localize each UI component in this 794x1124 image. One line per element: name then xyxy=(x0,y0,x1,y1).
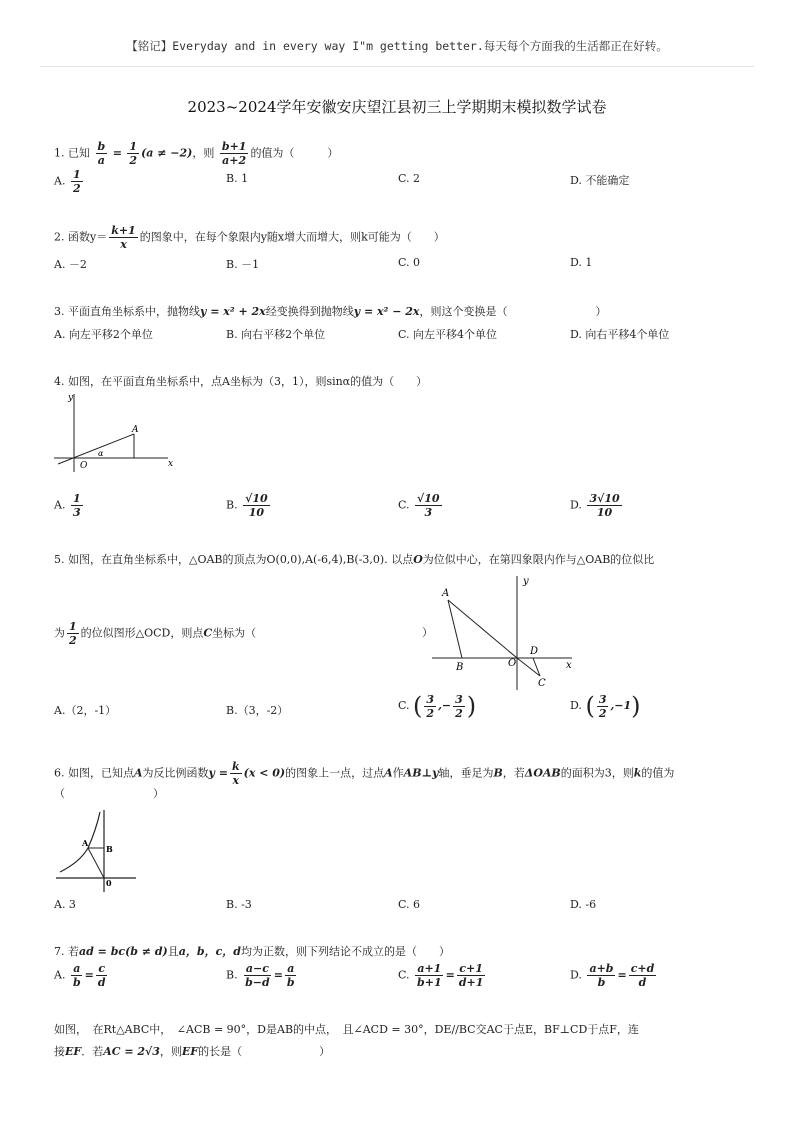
header-motto: 【铭记】Everyday and in every way I"m getting better.每天每个方面我的生活都正在好转。 xyxy=(126,39,668,53)
option-c[interactable]: C. $\frac{√10}{3}$ xyxy=(398,492,440,519)
option-d[interactable]: D. $\frac{3√10}{10}$ xyxy=(570,492,620,519)
question-5-line-2: 为 $\frac{1}{2}$ 的位似图形△OCD，则点C坐标为（ xyxy=(54,620,257,647)
option-b[interactable]: B. $\frac{√10}{10}$ xyxy=(226,492,268,519)
question-8-line-2: 接EF．若AC = 2√3，则EF的长是（ ） xyxy=(54,1045,331,1058)
option-a[interactable]: A. $\frac{1}{3}$ xyxy=(54,492,81,519)
question-3: 3. 平面直角坐标系中，抛物线y = x² + 2x经变换得到抛物线y = x² − 2x，则这个变换是（ ） xyxy=(54,305,607,318)
question-6: 6. 如图，已知点A为反比例函数y = $\frac{k}{x}$ (x < 0)的图象上一点，过点A作AB⊥y轴，垂足为B，若ΔOAB的面积为3，则k的值为 xyxy=(54,760,675,787)
fraction: $\frac{b}{a}$ xyxy=(97,140,106,167)
option-c[interactable]: C. 向左平移4个单位 xyxy=(398,328,498,341)
point-a-label: A xyxy=(82,838,89,848)
option-b[interactable]: B.（3，-2） xyxy=(226,704,289,717)
question-8: 如图， 在Rt△ABC中， ∠ACB = 90°，D是AB的中点， 且∠ACD = 30°，DE//BC交AC于点E，BF⊥CD于点F，连 xyxy=(54,1023,639,1036)
y-axis-label: y xyxy=(68,393,74,403)
option-d[interactable]: D. $\frac{a+b}{b}$ = $\frac{c+d}{d}$ xyxy=(570,962,655,989)
option-b[interactable]: B. －1 xyxy=(226,258,260,271)
fraction: $\frac{1}{2}$ xyxy=(129,140,138,167)
option-b[interactable]: B. -3 xyxy=(226,898,252,911)
option-a[interactable]: A. 3 xyxy=(54,898,76,911)
question-1: 1. 已知 $\frac{b}{a}$ = $\frac{1}{2}$ (a ≠ −2)，则 $\frac{b+1}{a+2}$ 的值为（ ） xyxy=(54,140,339,167)
point-a-label: A xyxy=(442,588,450,599)
point-d-label: D xyxy=(530,646,539,657)
option-a[interactable]: A.（2，-1） xyxy=(54,704,117,717)
angle-label: α xyxy=(98,449,104,458)
question-5: 5. 如图，在直角坐标系中，△OAB的顶点为O(0,0),A(-6,4),B(-3,0). 以点O为位似中心，在第四象限内作与△OAB的位似比 xyxy=(54,553,655,566)
q6-figure xyxy=(54,808,144,894)
question-number: 1. xyxy=(54,146,65,160)
point-c-label: C xyxy=(538,678,546,689)
q4-figure xyxy=(50,388,180,474)
point-b-label: B xyxy=(456,662,464,673)
option-a[interactable]: A. －2 xyxy=(54,258,87,271)
fraction: $\frac{b+1}{a+2}$ xyxy=(221,140,247,167)
option-c[interactable]: C. 0 xyxy=(398,256,421,269)
origin-label: O xyxy=(80,461,88,471)
option-a[interactable]: A. $\frac{1}{2}$ xyxy=(54,168,81,195)
option-c[interactable]: C. ( $\frac{3}{2}$ ,− $\frac{3}{2}$ ) xyxy=(398,692,477,720)
option-d[interactable]: D. 1 xyxy=(570,256,593,269)
x-axis-label: x xyxy=(566,660,572,671)
option-c[interactable]: C. $\frac{a+1}{b+1}$ = $\frac{c+1}{d+1}$ xyxy=(398,962,484,989)
question-2: 2. 函数y＝ $\frac{k+1}{x}$ 的图象中，在每个象限内y随x增大而增大，则k可能为（ ） xyxy=(54,224,445,251)
question-4: 4. 如图，在平面直角坐标系中，点A坐标为（3，1），则sinα的值为（ ） xyxy=(54,375,428,388)
option-b[interactable]: B. $\frac{a-c}{b-d}$ = $\frac{a}{b}$ xyxy=(226,962,295,989)
option-b[interactable]: B. 向右平移2个单位 xyxy=(226,328,326,341)
option-d[interactable]: D. -6 xyxy=(570,898,597,911)
origin-label: 0 xyxy=(106,878,112,888)
point-a-label: A xyxy=(132,425,139,435)
y-axis-label: y xyxy=(523,576,529,587)
answer-blank: （ ） xyxy=(54,787,164,800)
answer-blank-close: ） xyxy=(422,626,433,639)
option-b[interactable]: B. 1 xyxy=(226,172,249,185)
option-d[interactable]: D. 向右平移4个单位 xyxy=(570,328,670,341)
option-d[interactable]: D. 不能确定 xyxy=(570,174,630,187)
exam-title: 2023~2024学年安徽安庆望江县初三上学期期末模拟数学试卷 xyxy=(187,98,607,116)
question-7: 7. 若ad = bc(b ≠ d)且a，b，c，d均为正数，则下列结论不成立的是（ ） xyxy=(54,945,450,958)
option-c[interactable]: C. 2 xyxy=(398,172,421,185)
q5-figure xyxy=(428,572,578,692)
option-d[interactable]: D. ( $\frac{3}{2}$ ,−1) xyxy=(570,692,641,720)
option-a[interactable]: A. $\frac{a}{b}$ = $\frac{c}{d}$ xyxy=(54,962,106,989)
question-text: 已知 xyxy=(68,146,90,160)
point-b-label: B xyxy=(106,844,113,854)
x-axis-label: x xyxy=(168,459,174,469)
option-c[interactable]: C. 6 xyxy=(398,898,421,911)
option-a[interactable]: A. 向左平移2个单位 xyxy=(54,328,153,341)
header-divider xyxy=(40,66,754,67)
origin-label: O xyxy=(508,658,517,669)
